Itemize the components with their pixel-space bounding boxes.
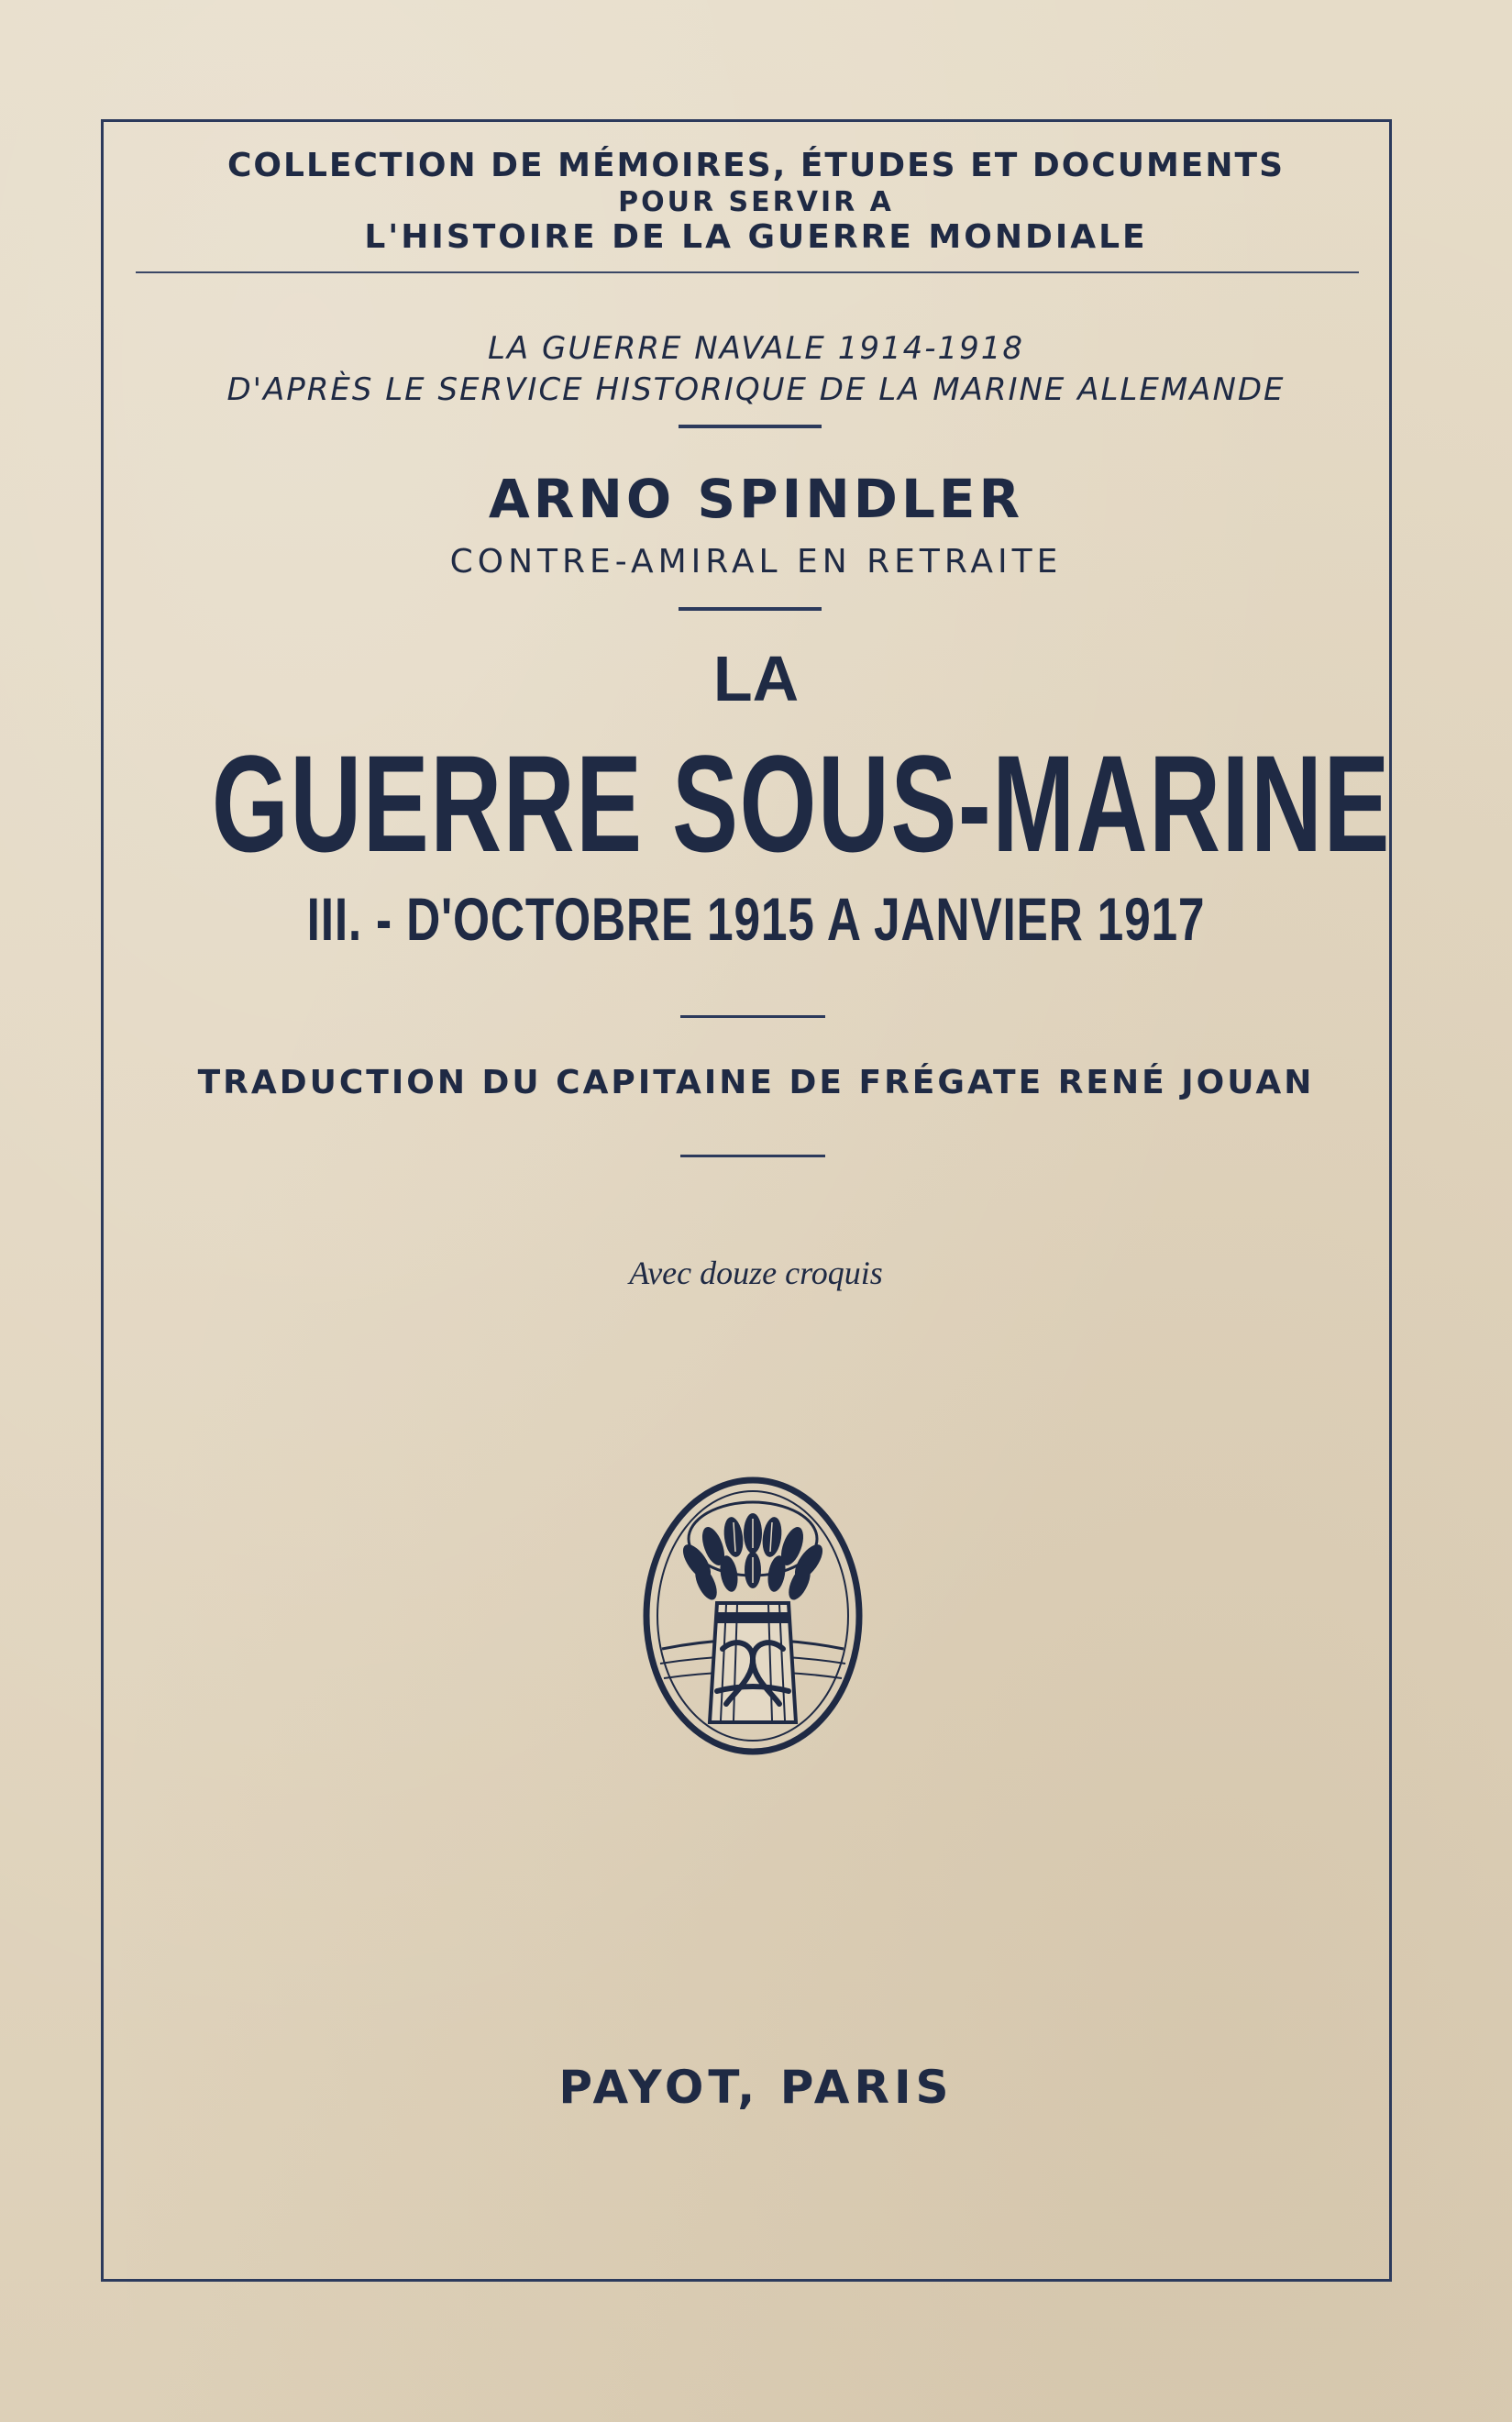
short-rule <box>679 607 822 611</box>
cover-frame <box>101 119 1392 2282</box>
author-name: ARNO SPINDLER <box>488 468 1024 530</box>
author-role: CONTRE-AMIRAL EN RETRAITE <box>449 543 1063 581</box>
short-rule <box>680 1155 825 1157</box>
series-source: D'APRÈS LE SERVICE HISTORIQUE DE LA MARINE ALLEMANDE <box>226 371 1286 408</box>
illustrations-note: Avec douze croquis <box>629 1255 883 1291</box>
publisher-name: PAYOT, PARIS <box>558 2061 954 2114</box>
wheat-sheaf-emblem-icon <box>642 1475 864 1757</box>
short-rule <box>680 1015 825 1018</box>
translator-credit: TRADUCTION DU CAPITAINE DE FRÉGATE RENÉ JOUAN <box>197 1064 1315 1101</box>
collection-line-2: POUR SERVIR A <box>618 186 894 218</box>
collection-line-1: COLLECTION DE MÉMOIRES, ÉTUDES ET DOCUMENTS <box>227 147 1285 184</box>
volume-subtitle: III. - D'OCTOBRE 1915 A JANVIER 1917 <box>306 885 1206 953</box>
short-rule <box>679 425 822 428</box>
title-article: LA <box>712 643 800 714</box>
divider-rule <box>136 271 1359 273</box>
series-title: LA GUERRE NAVALE 1914-1918 <box>487 330 1025 367</box>
collection-line-3: L'HISTOIRE DE LA GUERRE MONDIALE <box>364 218 1148 256</box>
book-title: GUERRE SOUS-MARINE <box>211 726 1391 880</box>
